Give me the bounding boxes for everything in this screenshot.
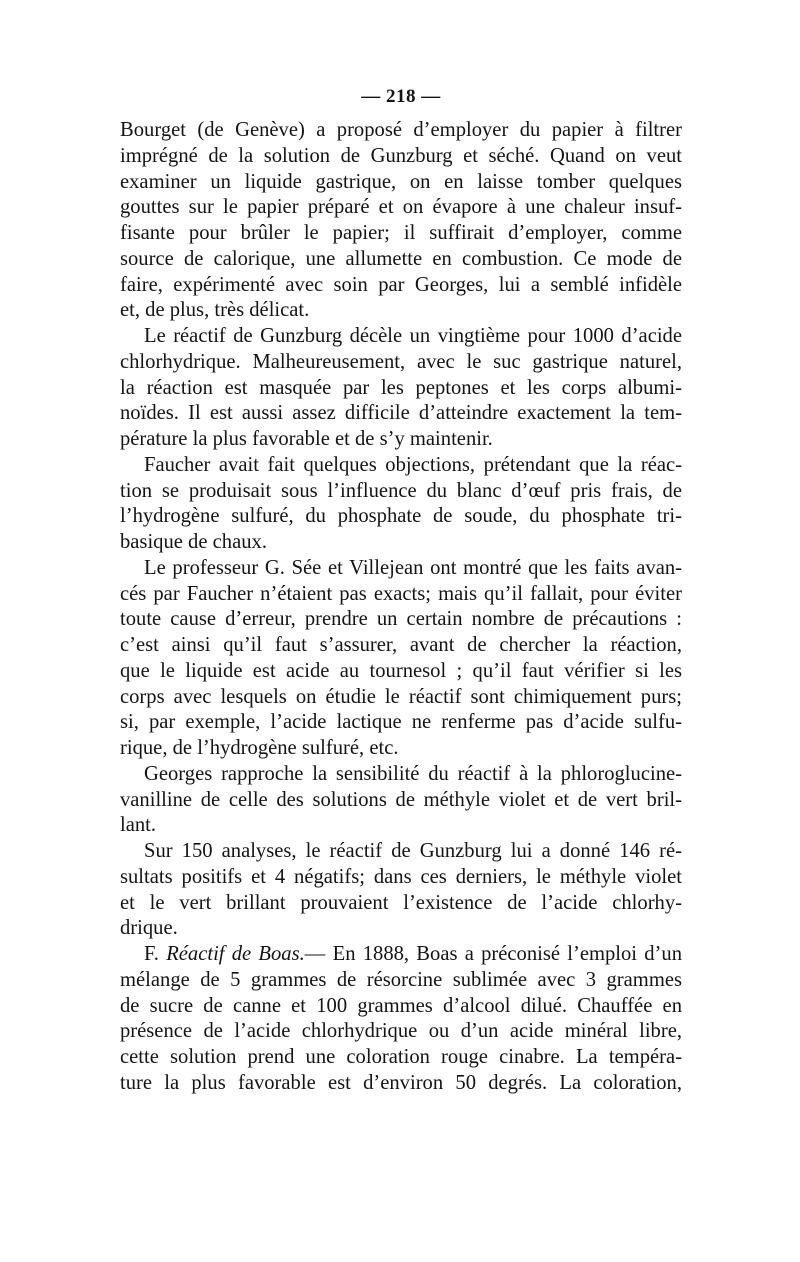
- text-line: drique.: [120, 917, 178, 940]
- text-line: Le réactif de Gunzburg décèle un vingtième pour 1000 d’acide: [144, 325, 682, 347]
- text-line: cette solution prend une coloration rouge cinabre. La tempéra-: [120, 1046, 682, 1068]
- paragraph: [120, 118, 682, 324]
- text-line: Le professeur G. Sée et Villejean ont montré que les faits avan-: [144, 556, 682, 579]
- text-line: tion se produisait sous l’influence du blanc d’œuf pris frais, de: [120, 479, 682, 502]
- text-line: faire, expérimenté avec soin par Georges, lui a semblé infidèle: [120, 273, 682, 296]
- text-line: ture la plus favorable est d’environ 50 degrés. La coloration,: [120, 1071, 682, 1094]
- text-line: et, de plus, très délicat.: [120, 299, 310, 322]
- section-f-prefix: F.: [144, 943, 167, 965]
- text-line: pérature la plus favorable et de s’y maintenir.: [120, 428, 493, 450]
- text-line: l’hydrogène sulfuré, du phosphate de soude, du phosphate tri-: [120, 505, 682, 528]
- text-line: noïdes. Il est aussi assez difficile d’atteindre exactement la tem-: [120, 402, 682, 425]
- text-line: vanilline de celle des solutions de méthyle violet et de vert bril-: [120, 788, 682, 811]
- text-line: basique de chaux.: [120, 531, 267, 553]
- text-line: la réaction est masquée par les peptones et les corps albumi-: [120, 376, 682, 399]
- text-line: c’est ainsi qu’il faut s’assurer, avant de chercher la réaction,: [120, 634, 682, 656]
- text-line: Faucher avait fait quelques objections, prétendant que la réac-: [144, 453, 682, 476]
- paragraph: [120, 453, 682, 556]
- text-line: Georges rapproche la sensibilité du réactif à la phloroglucine-: [144, 762, 682, 785]
- text-line: présence de l’acide chlorhydrique ou d’un acide minéral libre,: [120, 1020, 682, 1043]
- text-line: fisante pour brûler le papier; il suffirait d’employer, comme: [120, 222, 682, 244]
- page-content: [120, 82, 682, 1097]
- text-line: sultats positifs et 4 négatifs; dans ces derniers, le méthyle violet: [120, 865, 682, 888]
- text-line: lant.: [120, 814, 157, 837]
- text-line: et le vert brillant prouvaient l’existence de l’acide chlorhy-: [120, 891, 682, 914]
- text-line: si, par exemple, l’acide lactique ne renferme pas d’acide sulfu-: [120, 711, 682, 734]
- text-line: source de calorique, une allumette en combustion. Ce mode de: [120, 247, 682, 270]
- section-f: [120, 942, 682, 1097]
- page-number: — 218 —: [361, 86, 441, 107]
- section-f-first-line-rest: — En 1888, Boas a préconisé l’emploi d’un: [304, 943, 682, 965]
- paragraph: [120, 762, 682, 839]
- paragraph: [120, 556, 682, 762]
- text-line: cés par Faucher n’étaient pas exacts; mais qu’il fallait, pour éviter: [120, 582, 682, 605]
- text-line: que le liquide est acide au tournesol ; qu’il faut vérifier si les: [120, 659, 682, 682]
- text-line: toute cause d’erreur, prendre un certain nombre de précautions :: [120, 608, 682, 631]
- paragraph: [120, 324, 682, 453]
- text-line: de sucre de canne et 100 grammes d’alcool dilué. Chauffée en: [120, 994, 682, 1017]
- section-f-heading: Réactif de Boas.: [166, 943, 305, 965]
- text-line: Bourget (de Genève) a proposé d’employer du papier à filtrer: [120, 119, 682, 141]
- body-text: [120, 118, 682, 942]
- section-f-first-line: [120, 942, 682, 968]
- text-line: gouttes sur le papier préparé et on évapore à une chaleur insuf-: [120, 196, 682, 219]
- text-line: rique, de l’hydrogène sulfuré, etc.: [120, 737, 399, 759]
- text-line: imprégné de la solution de Gunzburg et séché. Quand on veut: [120, 144, 682, 167]
- text-line: Sur 150 analyses, le réactif de Gunzburg lui a donné 146 ré-: [144, 840, 682, 862]
- text-line: chlorhydrique. Malheureusement, avec le suc gastrique naturel,: [120, 350, 682, 373]
- text-line: mélange de 5 grammes de résorcine sublimée avec 3 grammes: [120, 968, 682, 991]
- text-line: examiner un liquide gastrique, on en laisse tomber quelques: [120, 170, 682, 193]
- paragraph: [120, 839, 682, 942]
- text-line: corps avec lesquels on étudie le réactif sont chimiquement purs;: [120, 685, 682, 708]
